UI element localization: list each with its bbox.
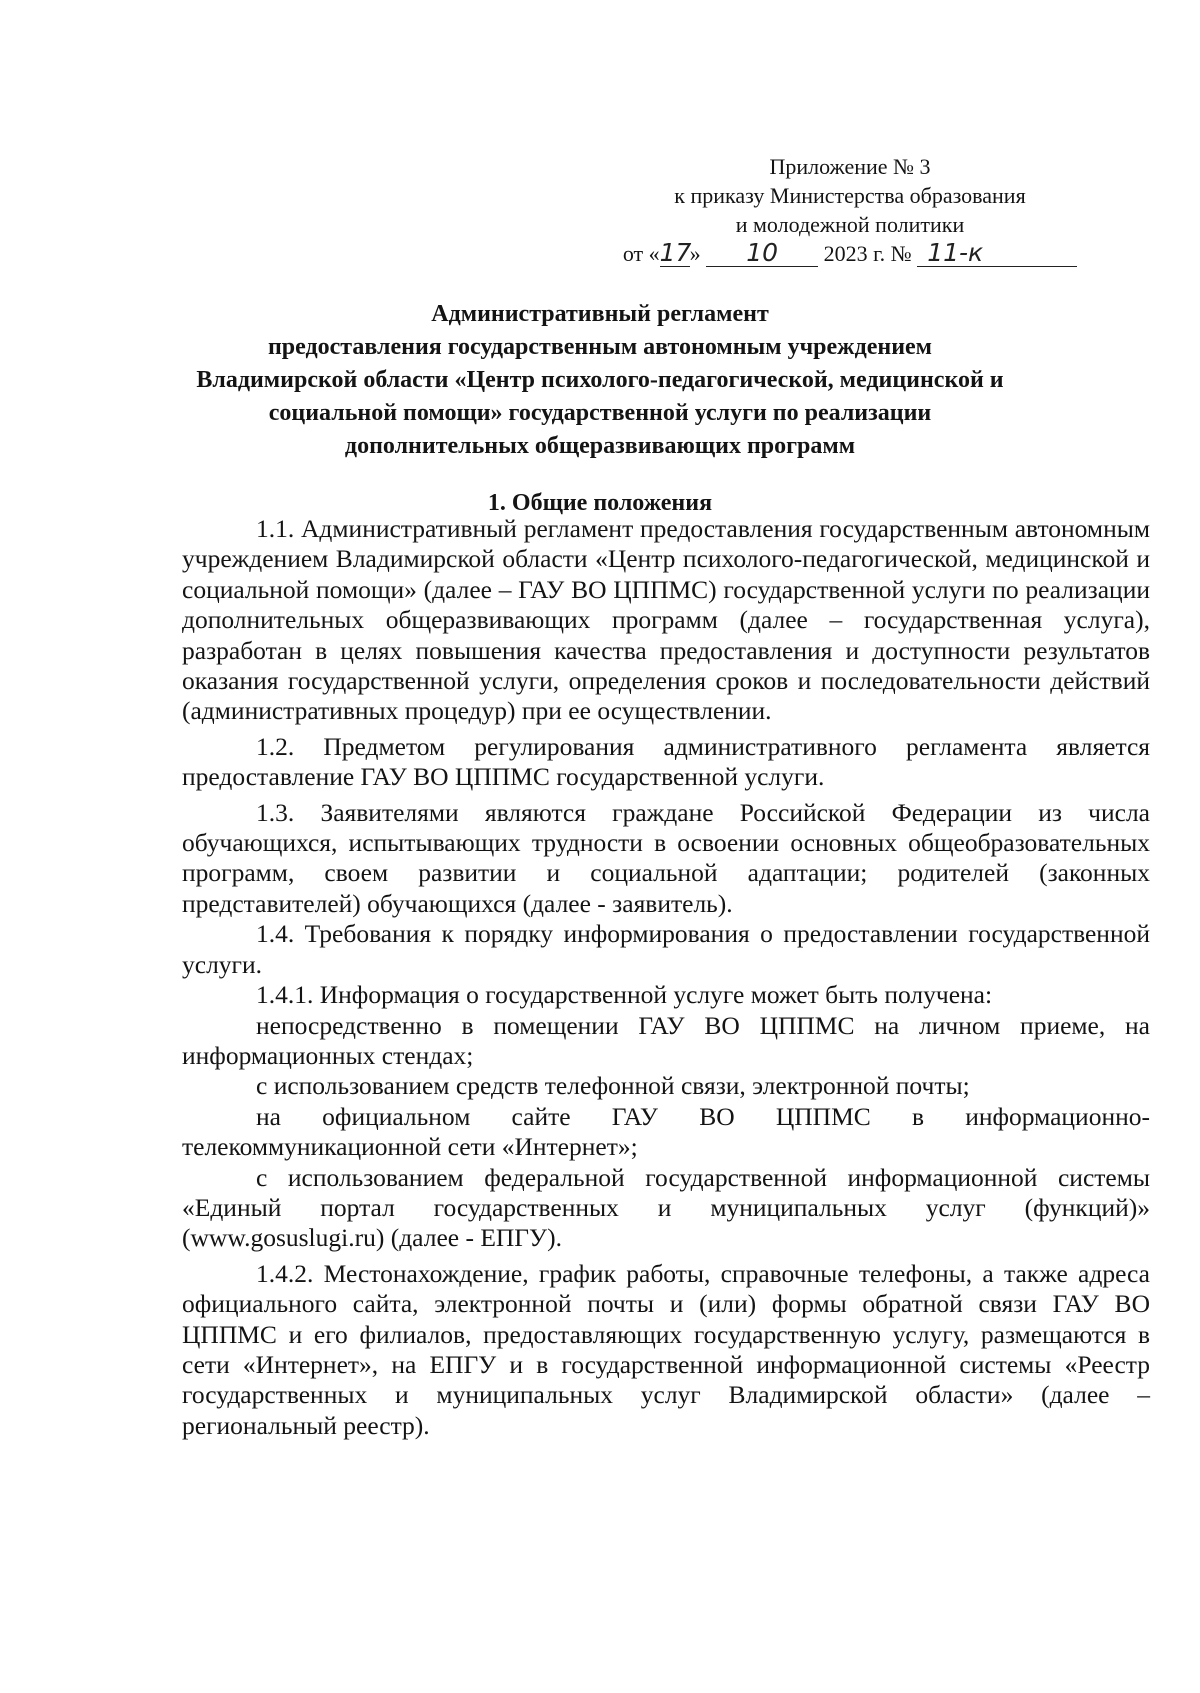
appendix-ministry: и молодежной политики bbox=[735, 212, 965, 237]
date-day-handwritten: 17 bbox=[659, 238, 692, 267]
date-month-handwritten: 10 bbox=[746, 238, 779, 267]
paragraph-1-1: 1.1. Административный регламент предоставления государственным автономным учреждением Владимирской области «Центр психолого-педагогической, медицинской и социальной помощи» (далее – ГАУ ВО ЦППМС) государственной услуги по реализации дополнительных общеразвивающих программ (далее – государственная услуга), разработан в целях повышения качества предоставления и доступности результатов оказания государственной услуги, определения сроков и последовательности действий (административных процедур) при ее осуществлении. bbox=[182, 514, 1150, 726]
appendix-header bbox=[560, 152, 1140, 268]
appendix-order-ref: к приказу Министерства образования bbox=[674, 183, 1026, 208]
order-number-field bbox=[917, 238, 1077, 267]
paragraph-1-4: 1.4. Требования к порядку информирования о предоставлении государственной услуги. bbox=[182, 919, 1150, 979]
section-heading: 1. Общие положения bbox=[487, 490, 713, 516]
title-line-2: предоставления государственным автономным учреждением bbox=[267, 334, 933, 360]
appendix-date-line bbox=[560, 239, 1140, 268]
paragraph-1-4-2: 1.4.2. Местонахождение, график работы, справочные телефоны, а также адреса официального сайта, электронной почты и (или) формы обратной связи ГАУ ВО ЦППМС и его филиалов, предоставляющих государственную услугу, размещаются в сети «Интернет», на ЕПГУ и в государственной информационной системы «Реестр государственных и муниципальных услуг Владимирской области» (далее – региональный реестр). bbox=[182, 1258, 1150, 1440]
date-prefix: от « bbox=[622, 241, 660, 266]
paragraph-info-epgu: с использованием федеральной государственной информационной системы «Единый портал государственных и муниципальных услуг (функций)» (www.gosuslugi.ru) (далее - ЕПГУ). bbox=[182, 1162, 1150, 1253]
section-body bbox=[182, 514, 1150, 1441]
appendix-number: Приложение № 3 bbox=[769, 154, 931, 179]
date-month-field bbox=[706, 238, 818, 267]
paragraph-info-premises: непосредственно в помещении ГАУ ВО ЦППМС на личном приеме, на информационных стендах; bbox=[182, 1010, 1150, 1070]
title-line-4: социальной помощи» государственной услуги по реализации bbox=[268, 400, 932, 426]
paragraph-1-4-1: 1.4.1. Информация о государственной услуге может быть получена: bbox=[256, 980, 993, 1010]
date-mid: » bbox=[689, 241, 701, 266]
date-year: 2023 г. № bbox=[823, 241, 912, 266]
paragraph-info-phone: с использованием средств телефонной связи, электронной почты; bbox=[256, 1071, 970, 1101]
title-line-3: Владимирской области «Центр психолого-педагогической, медицинской и bbox=[196, 367, 1004, 393]
title-line-5: дополнительных общеразвивающих программ bbox=[344, 433, 856, 459]
title-line-1: Административный регламент bbox=[431, 301, 769, 327]
document-title bbox=[150, 298, 1050, 463]
paragraph-1-3: 1.3. Заявителями являются граждане Российской Федерации из числа обучающихся, испытывающих трудности в освоении основных общеобразовательных программ, своем развитии и социальной адаптации; родителей (законных представителей) обучающихся (далее - заявитель). bbox=[182, 797, 1150, 918]
paragraph-1-2: 1.2. Предметом регулирования административного регламента является предоставление ГАУ ВО ЦППМС государственной услуги. bbox=[182, 731, 1150, 792]
date-day-field bbox=[659, 238, 692, 267]
order-number-handwritten: 11-к bbox=[927, 238, 984, 267]
paragraph-info-website: на официальном сайте ГАУ ВО ЦППМС в информационно-телекоммуникационной сети «Интернет»; bbox=[182, 1101, 1150, 1162]
